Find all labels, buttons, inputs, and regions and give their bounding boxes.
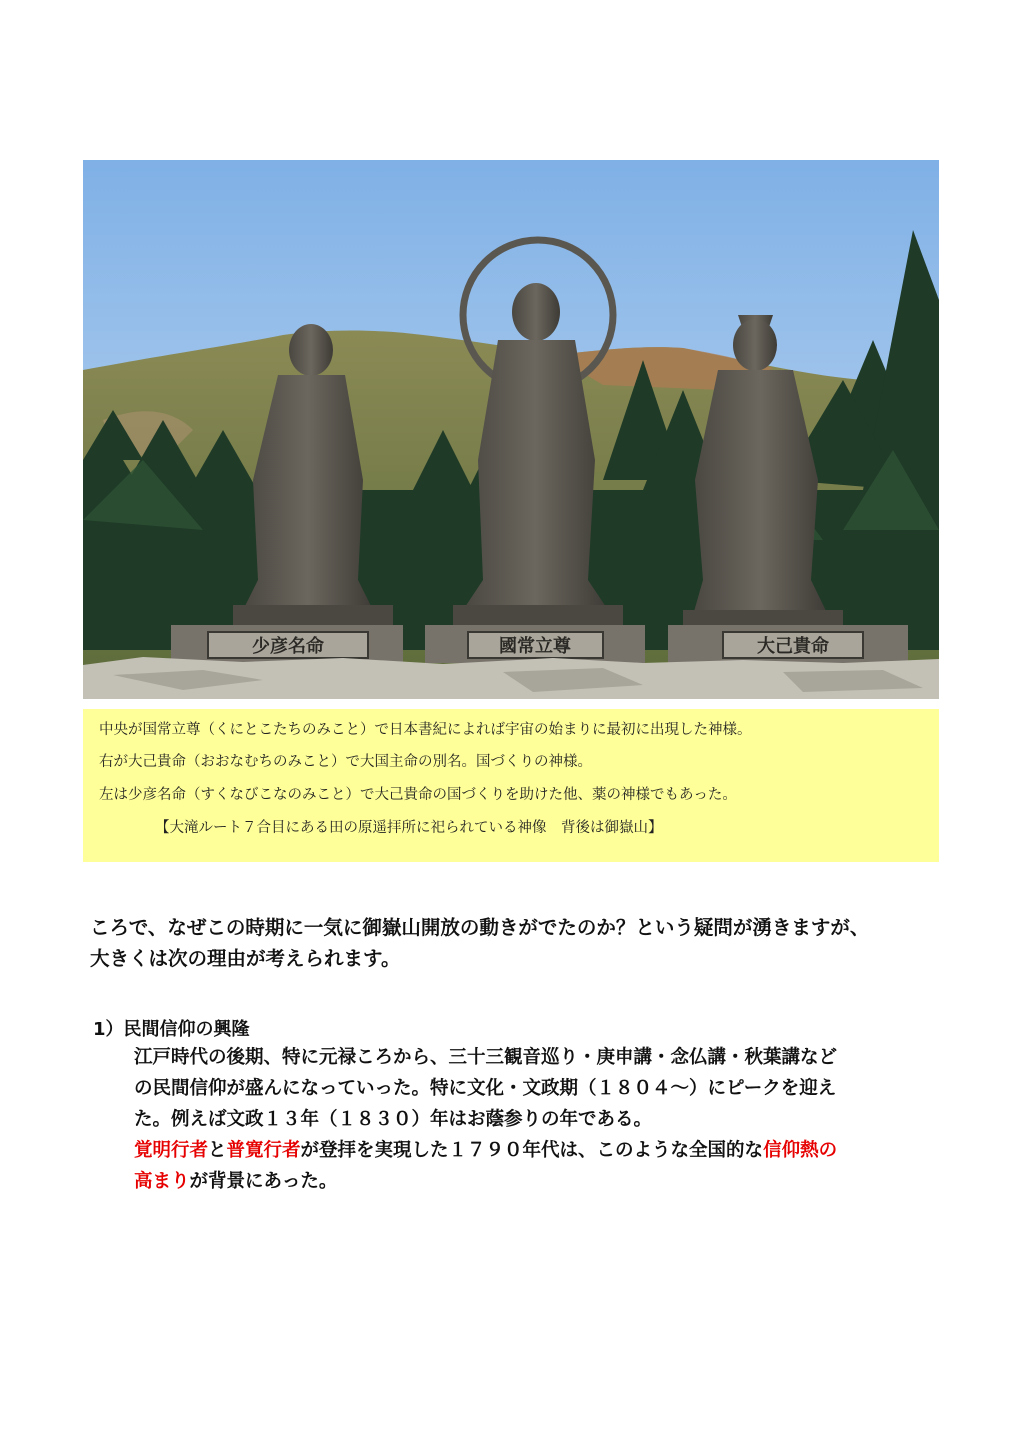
body-line-2: の民間信仰が盛んになっていった。特に文化・文政期（１８０４～）にピークを迎え (134, 1078, 837, 1099)
section-body (134, 1042, 934, 1197)
caption-line-left: 左は少彦名命（すくなびこなのみこと）で大己貴命の国づくりを助けた他、薬の神様でもあった。 (99, 787, 737, 803)
body-text: と (208, 1140, 227, 1161)
plaque-left: 少彦名命 (252, 636, 324, 657)
section-heading: 1）民間信仰の興隆 (93, 1019, 250, 1040)
body-line-5 (134, 1166, 934, 1197)
body-line-3: た。例えば文政１３年（１８３０）年はお蔭参りの年である。 (134, 1109, 653, 1130)
photo-caption-box (83, 709, 939, 862)
body-line-4 (134, 1135, 934, 1166)
highlight-faith: 信仰熱の (763, 1140, 838, 1161)
statues-photo (83, 160, 939, 699)
highlight-kakumyo: 覚明行者 (134, 1140, 209, 1161)
body-text: が背景にあった。 (189, 1171, 338, 1192)
plaque-right: 大己貴命 (757, 636, 829, 657)
intro-line-1: ころで、なぜこの時期に一気に御嶽山開放の動きがでたのか？という疑問が湧きますが、 (90, 916, 870, 939)
highlight-fukan: 普寛行者 (226, 1140, 301, 1161)
body-text: が登拝を実現した１７９０年代は、このような全国的な (300, 1140, 764, 1161)
body-line-1: 江戸時代の後期、特に元禄ころから、三十三観音巡り・庚申講・念仏講・秋葉講など (134, 1047, 838, 1068)
caption-line-center: 中央が国常立尊（くにとこたちのみこと）で日本書紀によれば宇宙の始まりに最初に出現した神様。 (99, 722, 752, 738)
caption-source: 【大滝ルート７合目にある田の原遥拝所に祀られている神像 背後は御嶽山】 (155, 820, 663, 836)
plaque-center: 國常立尊 (499, 636, 571, 657)
intro-paragraph (90, 912, 940, 974)
highlight-rise: 高まり (134, 1171, 190, 1192)
caption-line-right: 右が大己貴命（おおなむちのみこと）で大国主命の別名。国づくりの神様。 (99, 754, 592, 770)
intro-line-2: 大きくは次の理由が考えられます。 (90, 947, 401, 970)
